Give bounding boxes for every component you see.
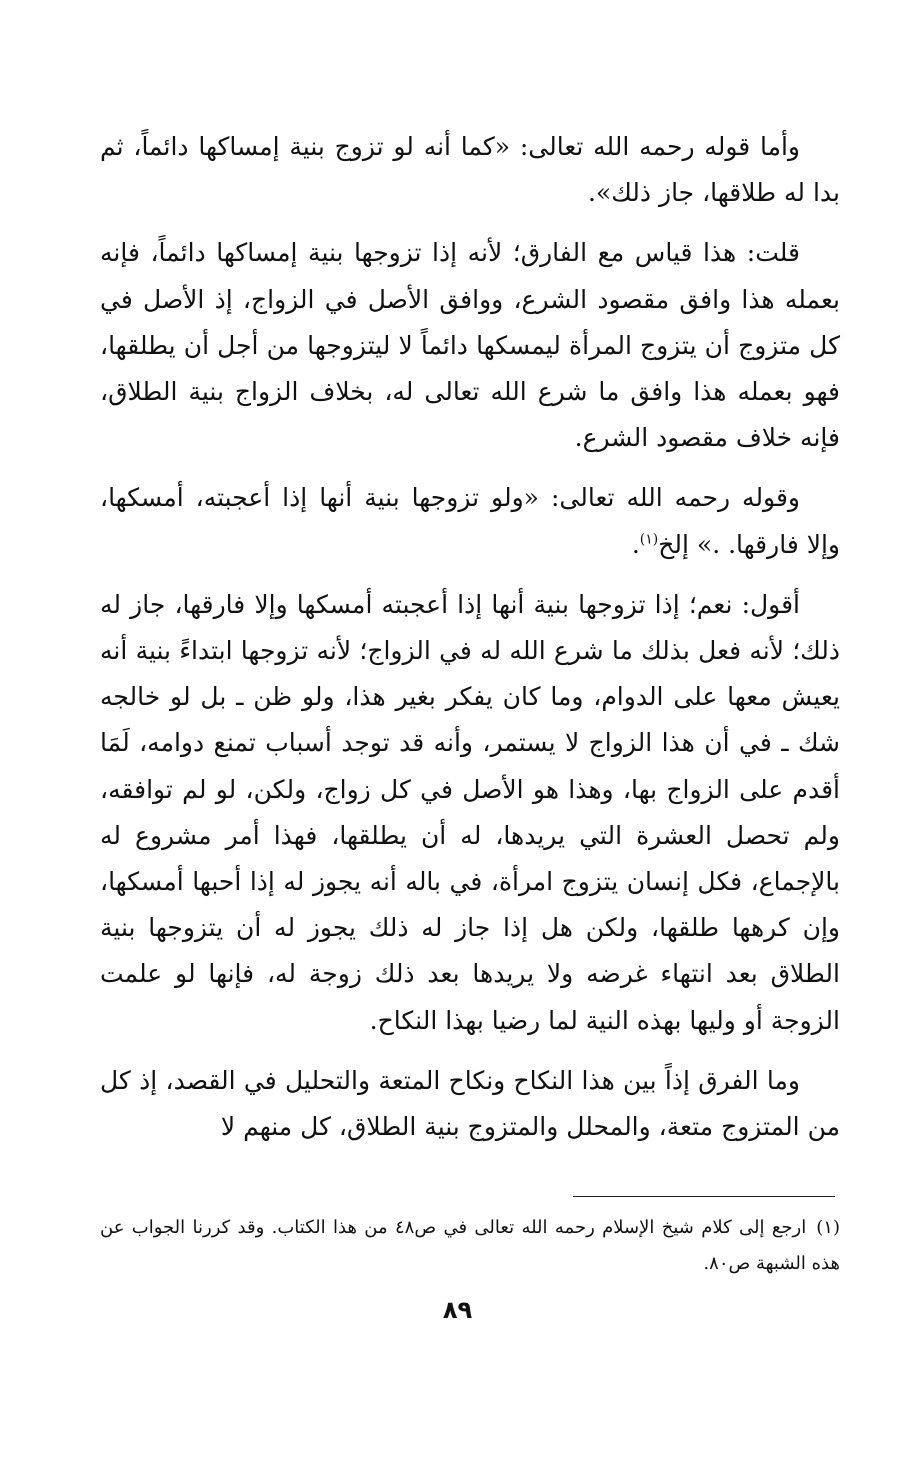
- paragraph-reply-2: [100, 582, 840, 1044]
- paragraph-quote-2: [100, 475, 840, 567]
- paragraph-text: وما الفرق إذاً بين هذا النكاح ونكاح المتعة والتحليل في القصد، إذ كل من المتزوج متعة، والمحلل والمتزوج بنية الطلاق، كل منهم لا: [100, 1065, 840, 1142]
- paragraph-tail: .: [631, 529, 640, 559]
- footnote-number: (١): [816, 1217, 840, 1238]
- paragraph-quote-1: [100, 124, 840, 216]
- footnote: [100, 1210, 840, 1282]
- paragraph-text: أقول: نعم؛ إذا تزوجها بنية أنها إذا أعجبته أمسكها وإلا فارقها، جاز له ذلك؛ لأنه فعل بذلك ما شرع الله له في الزواج؛ لأنه تزوجها ابتداءً بنية أنه يعيش معها على الدوام، وما كان يفكر بغير هذا، ولو ظن ـ بل لو خالجه شك ـ في أن هذا الزواج لا يستمر، وأنه قد توجد أسباب تمنع دوامه، لَمَا أقدم على الزواج بها، وهذا هو الأصل في كل زواج، ولكن، لو لم توافقه، ولم تحصل العشرة التي يريدها، له أن يطلقها، فهذا أمر مشروع له بالإجماع، فكل إنسان يتزوج امرأة، في باله أنه يجوز له إذا أحبها أمسكها، وإن كرهها طلقها، ولكن هل إذا جاز له ذلك يجوز له أن يتزوجها بنية الطلاق بعد انتهاء غرضه ولا يريدها بعد ذلك زوجة له، فإنها لو علمت الزوجة أو وليها بهذه النية لما رضيا بهذا النكاح.: [100, 589, 840, 1035]
- footnote-divider: [573, 1196, 835, 1197]
- paragraph-text: وقوله رحمه الله تعالى: «ولو تزوجها بنية أنها إذا أعجبته، أمسكها، وإلا فارقها. .» إلخ: [100, 483, 840, 559]
- footnote-text: ارجع إلى كلام شيخ الإسلام رحمه الله تعالى في ص٤٨ من هذا الكتاب. وقد كررنا الجواب عن هذه الشبهة ص٨٠.: [100, 1217, 840, 1274]
- paragraph-question: [100, 1058, 840, 1150]
- body-text: [100, 124, 840, 1164]
- footnote-marker: (١): [639, 531, 659, 548]
- paragraph-text: قلت: هذا قياس مع الفارق؛ لأنه إذا تزوجها بنية إمساكها دائماً، فإنه بعمله هذا وافق مقصود الشرع، ووافق الأصل في الزواج، إذ الأصل في كل متزوج أن يتزوج المرأة ليمسكها دائماً لا ليتزوجها من أجل أن يطلقها، فهو بعمله هذا وافق ما شرع الله تعالى له، بخلاف الزواج بنية الطلاق، فإنه خلاف مقصود الشرع.: [100, 238, 840, 453]
- page-number: ٨٩: [442, 1296, 473, 1324]
- paragraph-reply-1: [100, 230, 840, 461]
- paragraph-text: وأما قوله رحمه الله تعالى: «كما أنه لو تزوج بنية إمساكها دائماً، ثم بدا له طلاقها، جاز ذلك».: [100, 132, 840, 208]
